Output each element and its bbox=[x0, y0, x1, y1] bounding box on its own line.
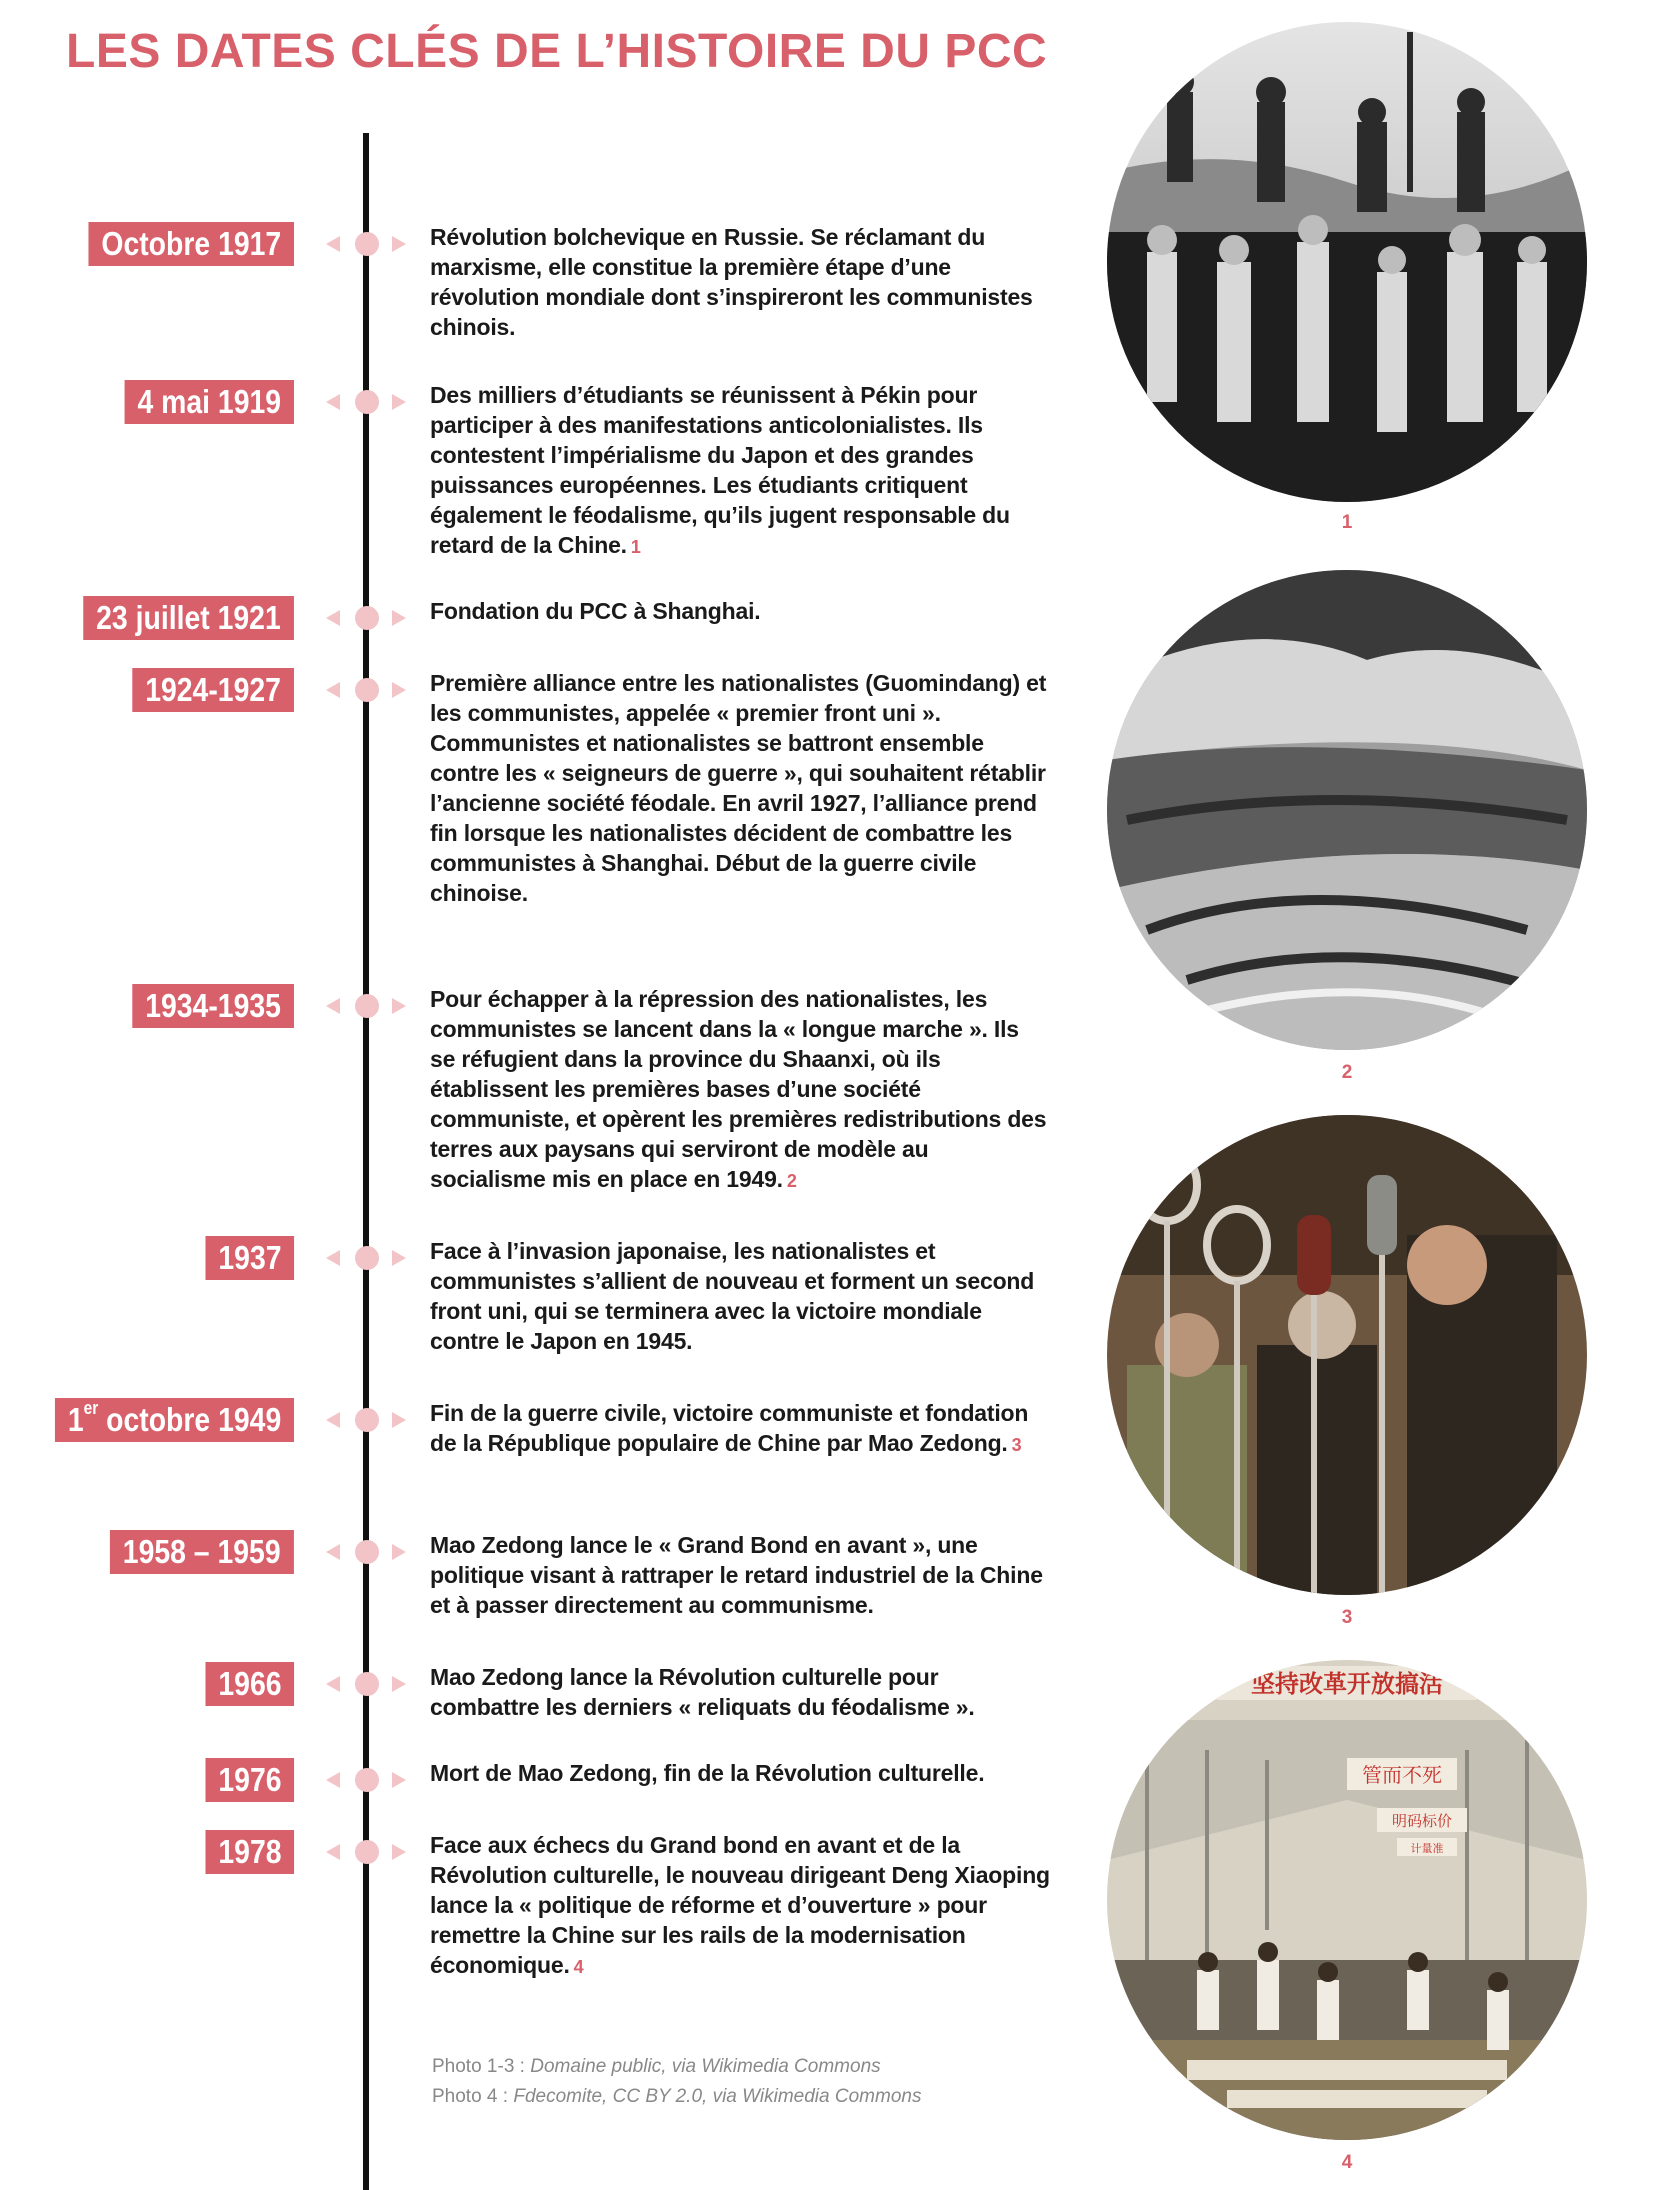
photo-reference: 4 bbox=[573, 1957, 584, 1977]
connector-arrows-icon bbox=[326, 994, 406, 1018]
date-superscript: er bbox=[83, 1398, 99, 1418]
connector-arrows-icon bbox=[326, 1768, 406, 1792]
event-description: Face à l’invasion japonaise, les nationalistes et communistes s’allient de nouveau et forment un second front uni, qui se terminera avec la victoire mondiale contre le Japon en 1945. bbox=[430, 1238, 1035, 1354]
connector-arrows-icon bbox=[326, 1408, 406, 1432]
photo-caption: 1 bbox=[1341, 512, 1353, 533]
date-badge: 1978 bbox=[205, 1830, 294, 1874]
date-badge: 1er octobre 1949 bbox=[55, 1398, 294, 1442]
connector-arrows-icon bbox=[326, 232, 406, 256]
date-badge: 1934-1935 bbox=[132, 984, 294, 1028]
sign-text: 计量准 bbox=[1410, 1842, 1444, 1855]
connector-arrows-icon bbox=[326, 606, 406, 630]
timeline-line bbox=[363, 133, 369, 2190]
market-hall-photo bbox=[1107, 1660, 1587, 2140]
date-badge: 1958 – 1959 bbox=[110, 1530, 294, 1574]
event-description: Fin de la guerre civile, victoire communiste et fondation de la République populaire de Chine par Mao Zedong. 3 bbox=[430, 1400, 1029, 1456]
photo-reference: 2 bbox=[786, 1171, 797, 1191]
connector-arrows-icon bbox=[326, 1540, 406, 1564]
connector-arrows-icon bbox=[326, 390, 406, 414]
sign-text: 管而不死 bbox=[1362, 1763, 1442, 1787]
photo-caption: 2 bbox=[1341, 1062, 1353, 1083]
date-badge: 4 mai 1919 bbox=[125, 380, 294, 424]
date-badge: 1924-1927 bbox=[132, 668, 294, 712]
event-description: Révolution bolchevique en Russie. Se réclamant du marxisme, elle constitue la première étape d’une révolution mondiale dont s’inspireront les communistes chinois. bbox=[430, 224, 1033, 340]
student-protest-photo bbox=[1107, 22, 1587, 502]
event-description: Face aux échecs du Grand bond en avant et de la Révolution culturelle, le nouveau dirigeant Deng Xiaoping lance la « politique de réforme et d’ouverture » pour remettre la Chine sur les rails de la modernisation économique. 4 bbox=[430, 1832, 1050, 1978]
credit-line: Photo 1-3 : Domaine public, via Wikimedia Commons bbox=[432, 2056, 881, 2077]
date-badge: Octobre 1917 bbox=[88, 222, 294, 266]
photo-caption: 4 bbox=[1341, 2152, 1353, 2173]
page-title: LES DATES CLÉS DE L’HISTOIRE DU PCC bbox=[66, 25, 1048, 78]
photo-reference: 1 bbox=[630, 537, 641, 557]
date-badge: 1966 bbox=[205, 1662, 294, 1706]
date-badge: 23 juillet 1921 bbox=[84, 596, 294, 640]
sign-banner-text: 坚持改革开放搞活 bbox=[1251, 1670, 1443, 1698]
connector-arrows-icon bbox=[326, 678, 406, 702]
event-description: Première alliance entre les nationalistes (Guomindang) et les communistes, appelée « premier front uni ». Communistes et nationalistes se battront ensemble contre les « seigneurs de guerre », qui souhaitent rétablir l’ancienne société féodale. En avril 1927, l’alliance prend fin lorsque les nationalistes décident de combattre les communistes à Shanghai. Début de la guerre civile chinoise. bbox=[430, 670, 1047, 906]
connector-arrows-icon bbox=[326, 1246, 406, 1270]
date-badge: 1937 bbox=[205, 1236, 294, 1280]
photo-credits bbox=[432, 2052, 921, 2112]
event-description: Fondation du PCC à Shanghai. bbox=[430, 598, 761, 624]
connector-arrows-icon bbox=[326, 1672, 406, 1696]
event-description: Des milliers d’étudiants se réunissent à Pékin pour participer à des manifestations anticolonialistes. Ils contestent l’impérialisme du Japon et des grandes puissances européennes. Les étudiants critiquent également le féodalisme, qu’ils jugent responsable du retard de la Chine. 1 bbox=[430, 382, 1010, 558]
event-description: Mao Zedong lance le « Grand Bond en avant », une politique visant à rattraper le retard industriel de la Chine et à passer directement au communisme. bbox=[430, 1532, 1043, 1618]
event-description: Pour échapper à la répression des nationalistes, les communistes se lancent dans la « longue marche ». Ils se réfugient dans la province du Shaanxi, où ils établissent les premières bases d’une société communiste, et opèrent les premières redistributions des terres aux paysans qui serviront de modèle au socialisme mis en place en 1949. 2 bbox=[430, 986, 1047, 1192]
photo-caption: 3 bbox=[1341, 1607, 1353, 1628]
mountain-landscape-photo bbox=[1107, 570, 1587, 1050]
connector-arrows-icon bbox=[326, 1840, 406, 1864]
sign-text: 明码标价 bbox=[1391, 1812, 1453, 1830]
credit-line: Photo 4 : Fdecomite, CC BY 2.0, via Wikimedia Commons bbox=[432, 2086, 922, 2107]
event-description: Mao Zedong lance la Révolution culturelle pour combattre les derniers « reliquats du féodalisme ». bbox=[430, 1664, 975, 1720]
photo-reference: 3 bbox=[1011, 1435, 1022, 1455]
event-description: Mort de Mao Zedong, fin de la Révolution culturelle. bbox=[430, 1760, 985, 1786]
date-badge: 1976 bbox=[205, 1758, 294, 1802]
mao-proclamation-photo bbox=[1107, 1115, 1587, 1595]
